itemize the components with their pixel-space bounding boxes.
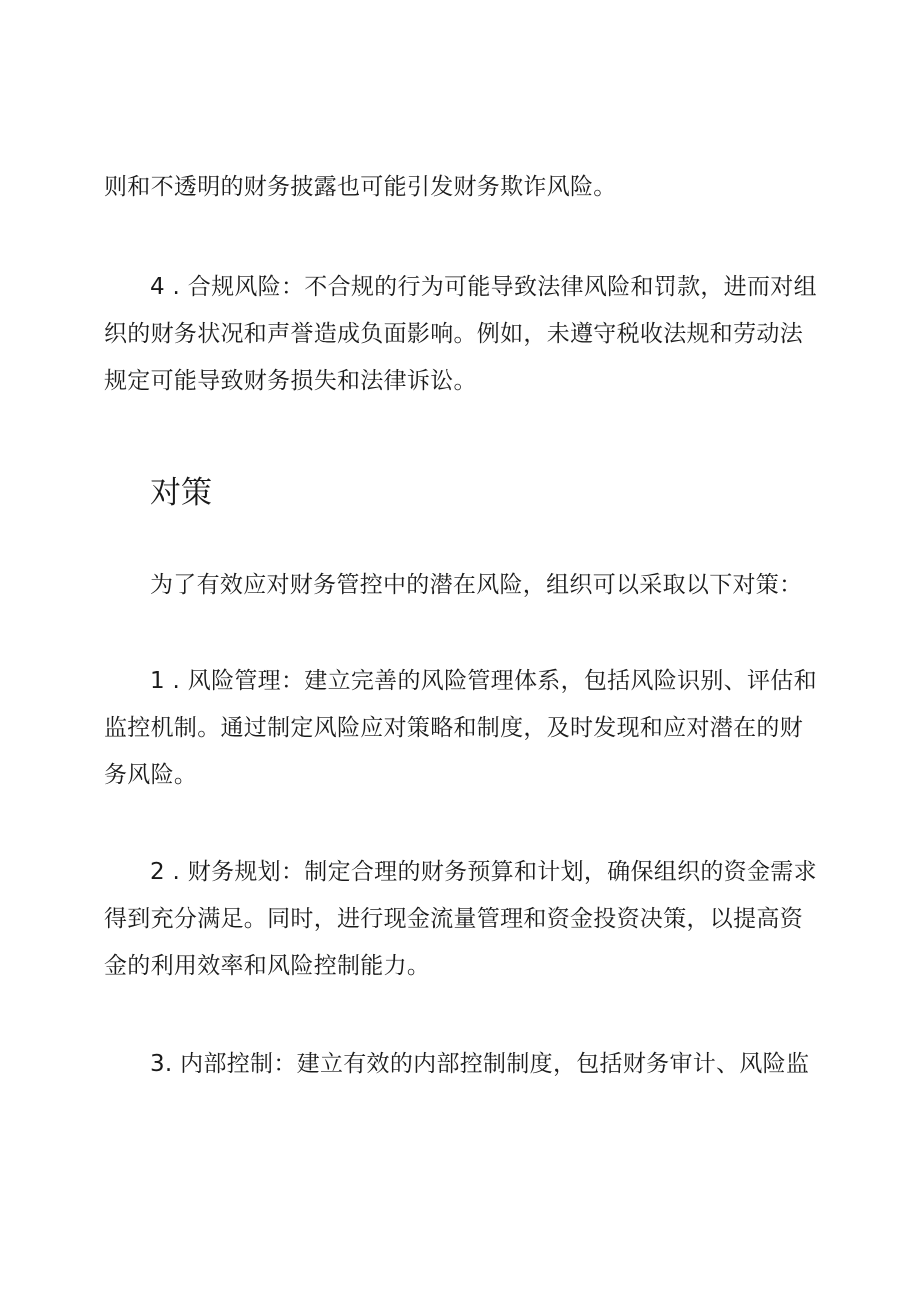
paragraph-continuation: 则和不透明的财务披露也可能引发财务欺诈风险。 [104, 174, 617, 200]
paragraph-intro: 为了有效应对财务管控中的潜在风险，组织可以采取以下对策： [150, 572, 803, 598]
paragraph-financial-planning: 2 . 财务规划：制定合理的财务预算和计划，确保组织的资金需求得到充分满足。同时，进行现金流量管理和资金投资决策，以提高资金的利用效率和风险控制能力。 [104, 859, 817, 979]
paragraph-internal-control: 3. 内部控制：建立有效的内部控制制度，包括财务审计、风险监 [150, 1051, 810, 1077]
section-heading: 对策 [150, 475, 212, 511]
paragraph-risk-management: 1 . 风险管理：建立完善的风险管理体系，包括风险识别、评估和监控机制。通过制定风险应对策略和制度，及时发现和应对潜在的财务风险。 [104, 668, 817, 788]
paragraph-compliance-risk: 4 . 合规风险：不合规的行为可能导致法律风险和罚款，进而对组织的财务状况和声誉造成负面影响。例如，未遵守税收法规和劳动法规定可能导致财务损失和法律诉讼。 [104, 274, 817, 394]
